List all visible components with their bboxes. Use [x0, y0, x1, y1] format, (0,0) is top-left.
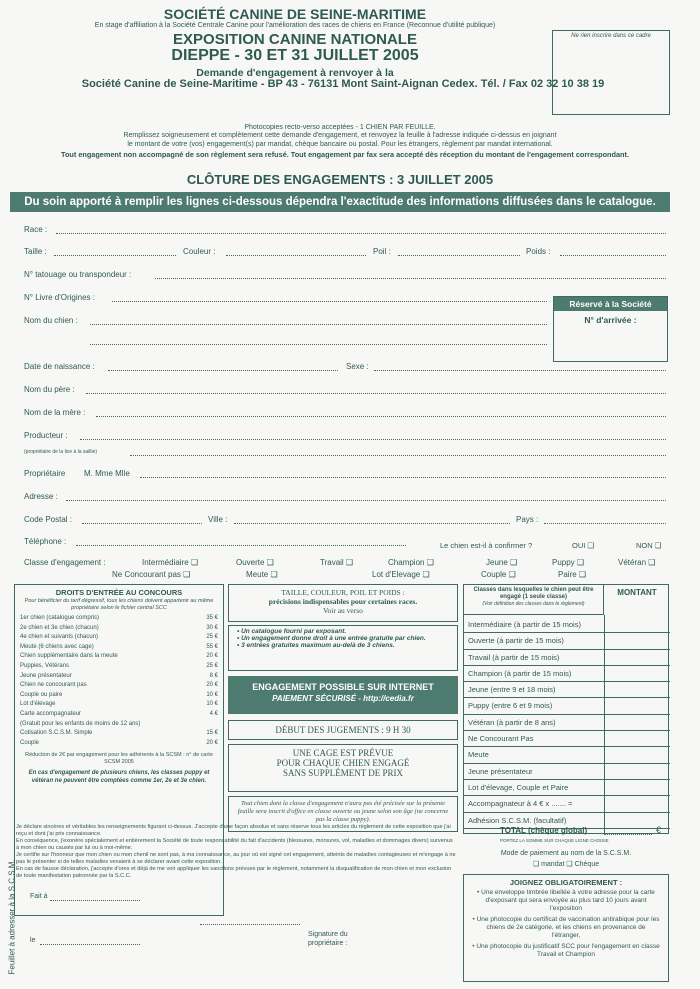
droits-row: [15, 729, 223, 739]
taille-info-box: [228, 584, 458, 622]
droits-row: [15, 672, 223, 682]
montant-header: MONTANT: [617, 588, 657, 597]
mere-field[interactable]: [96, 416, 666, 417]
classe-montant-label: Accompagnateur à 4 € x ....... =: [468, 799, 573, 809]
classe-montant-row[interactable]: [464, 666, 670, 682]
classes-rows: [464, 617, 670, 829]
classe-puppy[interactable]: Puppy ❑: [552, 558, 585, 567]
catalogue-box: [228, 625, 458, 671]
total-field[interactable]: [604, 834, 652, 835]
classe-montant-label: Ouverte (à partir de 15 mois): [468, 636, 564, 646]
classe-montant-row[interactable]: [464, 715, 670, 731]
voir-verso: Voir au verso: [323, 606, 363, 615]
poids-label: Poids :: [526, 247, 551, 256]
droits-row-label: Lot d'élevage: [20, 701, 56, 708]
classe-ouverte[interactable]: Ouverte ❑: [236, 558, 274, 567]
classe-meute[interactable]: Meute ❑: [246, 570, 278, 579]
nom-chien-label: Nom du chien :: [24, 316, 78, 325]
declaration-1: Je déclare sincères et véritables les renseignements figurant ci-dessus. J'accepte d'une façon absolue et sans réserve tous les articles du règlement de cette exposition que j'ai reçu et dont j'ai pris connaissance.: [16, 824, 451, 837]
naissance-field[interactable]: [108, 370, 338, 371]
signature-field[interactable]: [200, 924, 300, 925]
droits-row-label: Carte accompagnateur: [20, 710, 82, 717]
droits-row: [15, 652, 223, 662]
producteur-label: Producteur :: [24, 431, 68, 440]
classe-montant-label: Vétéran (à partir de 8 ans): [468, 717, 556, 727]
tel-field[interactable]: [76, 545, 406, 546]
address-line: Société Canine de Seine-Maritime - BP 43 - 76131 Mont Saint-Aignan Cedex. Tél. / Fax 02 32 10 38 19: [81, 78, 605, 90]
droits-row-price: 4 €: [209, 710, 218, 717]
classe-montant-row[interactable]: [464, 698, 670, 714]
droits-row-label: 2e chien et 3e chien (chacun): [20, 624, 99, 631]
droits-row-price: 25 €: [206, 662, 218, 669]
internet-link[interactable]: PAIEMENT SÉCURISÉ - http://cedia.fr: [272, 694, 414, 703]
org-title: SOCIÉTÉ CANINE DE SEINE-MARITIME: [163, 6, 427, 22]
paiement-modes[interactable]: ❑ mandat ❑ Chèque: [532, 861, 600, 868]
sexe-label: Sexe :: [346, 362, 369, 371]
cage-line-2: POUR CHAQUE CHIEN ENGAGÉ: [276, 758, 410, 768]
classe-champion[interactable]: Champion ❑: [388, 558, 434, 567]
droits-row: [15, 700, 223, 710]
droits-row-price: 20 €: [206, 682, 218, 689]
confirmer-label: Le chien est-il à confirmer ?: [440, 541, 533, 550]
classes-header-1: Classes dans lesquelles le chien peut être engagé (1 seule classe): [473, 587, 594, 600]
cage-line-1: UNE CAGE EST PRÉVUE: [292, 748, 394, 758]
joindre-title: JOIGNEZ OBLIGATOIREMENT :: [509, 878, 623, 887]
le-label: le: [30, 937, 36, 944]
classe-montant-label: Travail (à partir de 15 mois): [468, 652, 560, 662]
droits-row-label: Couple ou paire: [20, 691, 63, 698]
droits-row-price: 35 €: [206, 615, 218, 621]
taille-info-title: TAILLE, COULEUR, POIL ET POIDS :: [281, 588, 405, 597]
droits-row: [15, 662, 223, 672]
adresse-label: Adresse :: [24, 492, 58, 501]
livre-field[interactable]: [112, 301, 547, 302]
classe-montant-label: Puppy (entre 6 et 9 mois): [468, 701, 553, 711]
declaration-2: En conséquence, j'exonère spécialement et entièrement la Société de toute responsabilité du fait d'accidents (blessures, morsures, vol, maladies et dommages divers) survenus à mon chien ou causés par lui ou à moi-même.: [16, 838, 453, 851]
instructions-1: Remplissez soigneusement et complètement cette demande d'engagement, et renvoyez la feuille à l'adresse indiquée ci-dessus en joignant: [123, 132, 557, 139]
photocopies-note: Photocopies recto-verso acceptées - 1 CHIEN PAR FEUILLE.: [244, 124, 436, 131]
droits-row: [15, 739, 223, 749]
race-label: Race :: [24, 225, 48, 234]
pays-label: Pays :: [516, 515, 539, 524]
classe-lot-elevage[interactable]: Lot d'Elevage ❑: [372, 570, 430, 579]
signature-label: Signature du propriétaire :: [308, 931, 348, 947]
poil-field[interactable]: [398, 255, 520, 256]
bullet-2: • Un engagement donne droit à une entrée gratuite par chien.: [237, 635, 426, 642]
reserve-title: Réservé à la Société: [554, 297, 667, 311]
classe-intermediaire[interactable]: Intermédiaire ❑: [142, 558, 199, 567]
classe-montant-row[interactable]: [464, 633, 670, 649]
fait-label: Fait à: [30, 893, 48, 900]
office-box-label: Ne rien inscrire dans ce cadre: [571, 33, 651, 39]
reduction-note: Réduction de 2€ par engagement pour les adhérents à la SCSM : n° de carte SCSM 2005: [25, 752, 213, 766]
classes-montant-box: [463, 584, 669, 834]
cp-label: Code Postal :: [24, 515, 73, 524]
droits-row: [15, 643, 223, 653]
classe-montant-row[interactable]: [464, 764, 670, 780]
droits-row-label: (Gratuit pour les enfants de moins de 12 ans): [20, 720, 141, 727]
classe-montant-row[interactable]: [464, 731, 670, 747]
classe-couple[interactable]: Couple ❑: [481, 570, 516, 579]
droits-row: [15, 691, 223, 701]
droits-row-label: Cotisation S.C.S.M. Simple: [20, 730, 93, 737]
classe-ne-concourant[interactable]: Ne Concourant pas ❑: [112, 570, 191, 579]
non-checkbox[interactable]: NON ❑: [636, 541, 662, 550]
classe-montant-label: Adhésion S.C.S.M. (facultatif): [468, 815, 567, 825]
classe-montant-label: Champion (à partir de 15 mois): [468, 668, 572, 678]
taille-field[interactable]: [54, 255, 176, 256]
arrivee-label: N° d'arrivée :: [584, 315, 637, 325]
jugements-box: [228, 720, 458, 740]
jugements-text: DÉBUT DES JUGEMENTS : 9 H 30: [275, 725, 411, 735]
couleur-field[interactable]: [226, 255, 366, 256]
joindre-1: • Une enveloppe timbrée libellée à votre adresse pour la carte d'exposant qui sera envoyée au plus tard 10 jours avant l'exposition: [477, 889, 655, 912]
classe-veteran[interactable]: Vétéran ❑: [618, 558, 656, 567]
declaration-4: En cas de fausse déclaration, j'accepte d'ores et déjà de me voir appliquer les sanctions prévues par le règlement, notamment la disqualification de mon chien et mon exclusion de toute manifestation patronnée par la S.C.C.: [16, 866, 452, 879]
proprietaire-label: Propriétaire: [24, 469, 66, 478]
demande-line: Demande d'engagement à renvoyer à la: [196, 67, 394, 79]
race-field[interactable]: [56, 233, 666, 234]
classe-montant-row[interactable]: [464, 747, 670, 763]
droits-row-label: Couple: [20, 739, 40, 746]
classe-montant-row[interactable]: [464, 796, 670, 812]
droits-row-label: Chien ne concourant pas: [20, 682, 87, 689]
cp-field[interactable]: [82, 523, 202, 524]
total-label: TOTAL (chèque global): [500, 826, 588, 835]
vertical-note: Feuillet à adresser à la S.C.S.M.: [7, 859, 17, 975]
classe-label: Classe d'engagement :: [24, 558, 106, 567]
bullet-3: • 3 entrées gratuites maximum au-delà de 3 chiens.: [237, 642, 395, 649]
mere-label: Nom de la mère :: [24, 408, 86, 417]
ville-field[interactable]: [234, 523, 510, 524]
producteur-field[interactable]: [80, 439, 666, 440]
droits-row-label: Chien supplémentaire dans la meute: [20, 653, 118, 660]
classe-montant-label: Lot d'élevage, Couple et Paire: [468, 782, 569, 792]
droits-row: [15, 710, 223, 720]
classe-montant-label: Intermédiaire (à partir de 15 mois): [468, 620, 581, 629]
ville-label: Ville :: [208, 515, 228, 524]
reserve-box: [553, 296, 668, 362]
droits-row: [15, 624, 223, 634]
taille-info-sub: précisions indispensables pour certaines races.: [268, 597, 418, 606]
producteur-note: (propriétaire de la lice à la saillie): [24, 449, 98, 455]
nom-chien-field[interactable]: [90, 324, 547, 325]
affiliation-note: En stage d'affiliation à la Société Centrale Canine pour l'amélioration des races de chiens en France (Reconnue d'utilité publique): [94, 22, 496, 29]
instructions-2: le montant de votre (vos) engagement(s) par mandat, chèque bancaire ou postal. Pour les étrangers, règlement par mandat international.: [127, 141, 553, 148]
date-field[interactable]: [40, 944, 140, 945]
cloture-title: CLÔTURE DES ENGAGEMENTS : 3 JUILLET 2005: [186, 172, 494, 187]
tout-chien-text: Tout chien dont la classe d'engagement n'aura pas été précisée sur la présente feuille sera inscrit d'office en classe ouverte ou jeune selon son âge (ne concerne pas la classe puppy).: [237, 800, 449, 823]
nom-chien-field-2[interactable]: [90, 344, 547, 345]
internet-title: ENGAGEMENT POSSIBLE SUR INTERNET: [252, 682, 434, 692]
pere-field[interactable]: [86, 393, 666, 394]
cage-box: [228, 744, 458, 792]
couleur-label: Couleur :: [183, 247, 216, 256]
droits-row-price: 20 €: [206, 653, 218, 660]
classe-montant-row[interactable]: [464, 650, 670, 666]
total-note: PORTEZ LA SOMME SUR CHAQUE LIGNE CHOISIE: [500, 838, 609, 843]
bullet-1: • Un catalogue fourni par exposant.: [237, 628, 347, 635]
droits-row: [15, 633, 223, 643]
classe-paire[interactable]: Paire ❑: [558, 570, 587, 579]
total-euro: €: [656, 825, 662, 835]
classe-montant-row[interactable]: [464, 682, 670, 698]
droits-row: [15, 720, 223, 730]
droits-row-price: 20 €: [206, 739, 218, 746]
internet-box[interactable]: [228, 676, 458, 714]
poil-label: Poil :: [373, 247, 391, 256]
tel-label: Téléphone :: [24, 537, 67, 546]
catalogue-band: Du soin apporté à remplir les lignes ci-dessous dépendra l'exactitude des informations diffusées dans le catalogue.: [10, 192, 670, 212]
classe-montant-label: Meute: [468, 750, 489, 760]
classe-montant-label: Jeune (entre 9 et 18 mois): [468, 685, 556, 695]
classe-jeune[interactable]: Jeune ❑: [486, 558, 518, 567]
droits-row: [15, 614, 223, 624]
classe-montant-label: Ne Concourant Pas: [468, 734, 534, 744]
declaration-3: Je certifie sur l'honneur que mon chien ou mon chenil ne sont pas, à ma connaissance, au jour où est signé cet engagement, atteints de maladies contagieuses et m'engage à ne pas le présenter si de telles maladies venaient à se déclarer avant cette exposition.: [16, 852, 456, 865]
joindre-box: [463, 874, 669, 982]
droits-row: [15, 681, 223, 691]
droits-row-price: 10 €: [206, 701, 218, 708]
civilite-options[interactable]: M. Mme Mlle: [84, 469, 130, 478]
droits-row-price: 10 €: [206, 691, 218, 698]
droits-rows: [15, 614, 223, 748]
expo-dates: DIEPPE - 30 ET 31 JUILLET 2005: [171, 47, 419, 64]
droits-row-label: 4e chien et suivants (chacun): [20, 634, 99, 641]
producteur-field-2[interactable]: [130, 455, 666, 456]
droits-row-price: 30 €: [206, 624, 218, 631]
classe-montant-row[interactable]: [464, 780, 670, 796]
pere-label: Nom du père :: [24, 385, 75, 394]
droits-row-price: 25 €: [206, 634, 218, 641]
naissance-label: Date de naissance :: [24, 362, 95, 371]
droits-row-label: Meute (6 chiens avec cage): [20, 643, 94, 650]
poids-field[interactable]: [560, 255, 666, 256]
droits-row-price: 55 €: [206, 643, 218, 650]
classe-travail[interactable]: Travail ❑: [320, 558, 354, 567]
oui-checkbox[interactable]: OUI ❑: [572, 541, 595, 550]
livre-label: N° Livre d'Origines :: [24, 293, 95, 302]
declaration: [16, 824, 456, 880]
classe-montant-label: Jeune présentateur: [468, 766, 533, 776]
plusieurs-chiens-note: En cas d'engagement de plusieurs chiens, les classes puppy et vétéran ne peuvent être comptées comme 1er, 2e et 3e chien.: [28, 770, 210, 784]
proprietaire-field[interactable]: [140, 477, 666, 478]
pays-field[interactable]: [544, 523, 666, 524]
classe-montant-row[interactable]: [464, 617, 670, 633]
droits-row-price: 8 €: [209, 672, 218, 679]
droits-row-label: Puppies, Vétérans: [20, 662, 70, 669]
office-box: [552, 30, 670, 115]
joindre-2: • Une photocopie du certificat de vaccination antirabique pour les chiens de 2e catégorie, et les chiens en provenance de l'étranger,: [472, 916, 660, 939]
classes-header: [464, 585, 604, 615]
classes-header-2: (Voir définition des classes dans le règlement): [482, 601, 585, 607]
paiement-label: Mode de paiement au nom de la S.C.S.M.: [500, 850, 632, 857]
adresse-field[interactable]: [66, 500, 666, 501]
instructions-3: Tout engagement non accompagné de son règlement sera refusé. Tout engagement par fax sera accepté dès réception du montant de l'engagement correspondant.: [61, 150, 629, 159]
tatouage-field[interactable]: [155, 278, 666, 279]
taille-label: Taille :: [24, 247, 47, 256]
droits-row-label: 1er chien (catalogue compris): [20, 615, 100, 621]
cage-line-3: SANS SUPPLÉMENT DE PRIX: [282, 768, 404, 778]
tatouage-label: N° tatouage ou transpondeur :: [24, 270, 132, 279]
joindre-3: • Une photocopie du justificatif SCC pour l'engagement en classe Travail et Champion: [472, 943, 660, 958]
droits-title: DROITS D'ENTRÉE AU CONCOURS: [55, 588, 183, 597]
fait-field[interactable]: [50, 900, 140, 901]
droits-row-price: 15 €: [206, 730, 218, 737]
droits-note: Pour bénéficier du tarif dégressif, tous les chiens doivent appartenir au même propriétaire selon le fichier central SCC: [24, 598, 214, 611]
droits-row-label: Jeune présentateur: [20, 672, 72, 679]
expo-title: EXPOSITION CANINE NATIONALE: [173, 31, 417, 48]
sexe-field[interactable]: [374, 370, 666, 371]
